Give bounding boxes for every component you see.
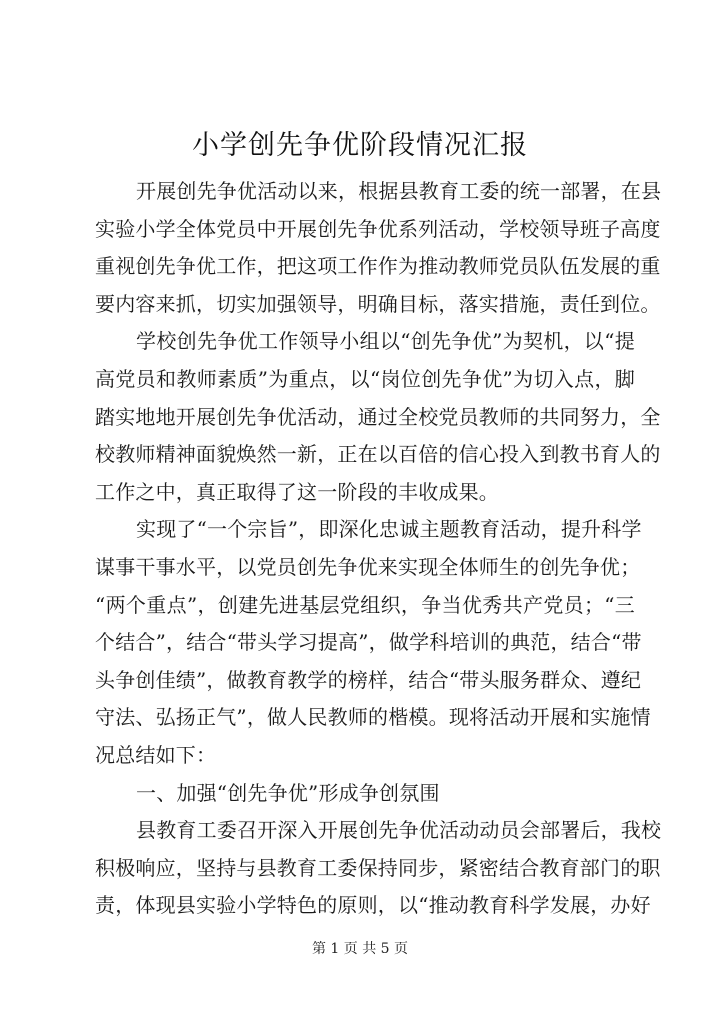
paragraph-line: 县教育工委召开深入开展创先争优活动动员会部署后，我校 xyxy=(136,818,662,843)
paragraph-line: 工作之中，真正取得了这一阶段的丰收成果。 xyxy=(95,479,499,504)
paragraph-line: 谋事干事水平，以党员创先争优来实现全体师生的创先争优； xyxy=(95,554,641,579)
paragraph-line: 况总结如下： xyxy=(95,742,217,767)
paragraph-line: 守法、弘扬正气”，做人民教师的楷模。现将活动开展和实施情 xyxy=(95,705,651,730)
paragraph-line: 要内容来抓，切实加强领导，明确目标，落实措施，责任到位。 xyxy=(95,291,661,316)
paragraph-line: 积极响应，坚持与县教育工委保持同步，紧密结合教育部门的职 xyxy=(95,855,661,880)
paragraph-line: 重视创先争优工作，把这项工作作为推动教师党员队伍发展的重 xyxy=(95,254,661,279)
paragraph xyxy=(95,173,662,323)
paragraph xyxy=(95,812,662,925)
paragraph-line: 开展创先争优活动以来，根据县教育工委的统一部署，在县 xyxy=(136,179,662,203)
paragraph-line: 责，体现县实验小学特色的原则，以“推动教育科学发展，办好 xyxy=(95,893,651,918)
paragraph-line: 实验小学全体党员中开展创先争优系列活动，学校领导班子高度 xyxy=(95,216,661,241)
paragraph-line: 校教师精神面貌焕然一新，正在以百倍的信心投入到教书育人的 xyxy=(95,442,661,467)
paragraph-line: 学校创先争优工作领导小组以“创先争优”为契机，以“提 xyxy=(136,329,635,354)
paragraph-line: 实现了“一个宗旨”，即深化忠诚主题教育活动，提升科学 xyxy=(136,517,642,542)
page-number-footer: 第 1 页 共 5 页 xyxy=(311,941,409,957)
section-heading-text: 一、加强“创先争优”形成争创氛围 xyxy=(136,780,440,805)
paragraph xyxy=(95,323,661,511)
paragraph-line: 高党员和教师素质”为重点，以“岗位创先争优”为切入点，脚 xyxy=(95,366,635,391)
document-body xyxy=(95,173,662,925)
section-heading xyxy=(95,775,635,813)
document-title: 小学创先争优阶段情况汇报 xyxy=(192,130,528,161)
paragraph xyxy=(95,511,651,774)
paragraph-line: 个结合”，结合“带头学习提高”，做学科培训的典范，结合“带 xyxy=(95,630,642,655)
paragraph-line: “两个重点”，创建先进基层党组织，争当优秀共产党员；“三 xyxy=(95,592,635,617)
paragraph-line: 踏实地地开展创先争优活动，通过全校党员教师的共同努力，全 xyxy=(95,404,661,429)
paragraph-line: 头争创佳绩”，做教育教学的榜样，结合“带头服务群众、遵纪 xyxy=(95,667,642,692)
